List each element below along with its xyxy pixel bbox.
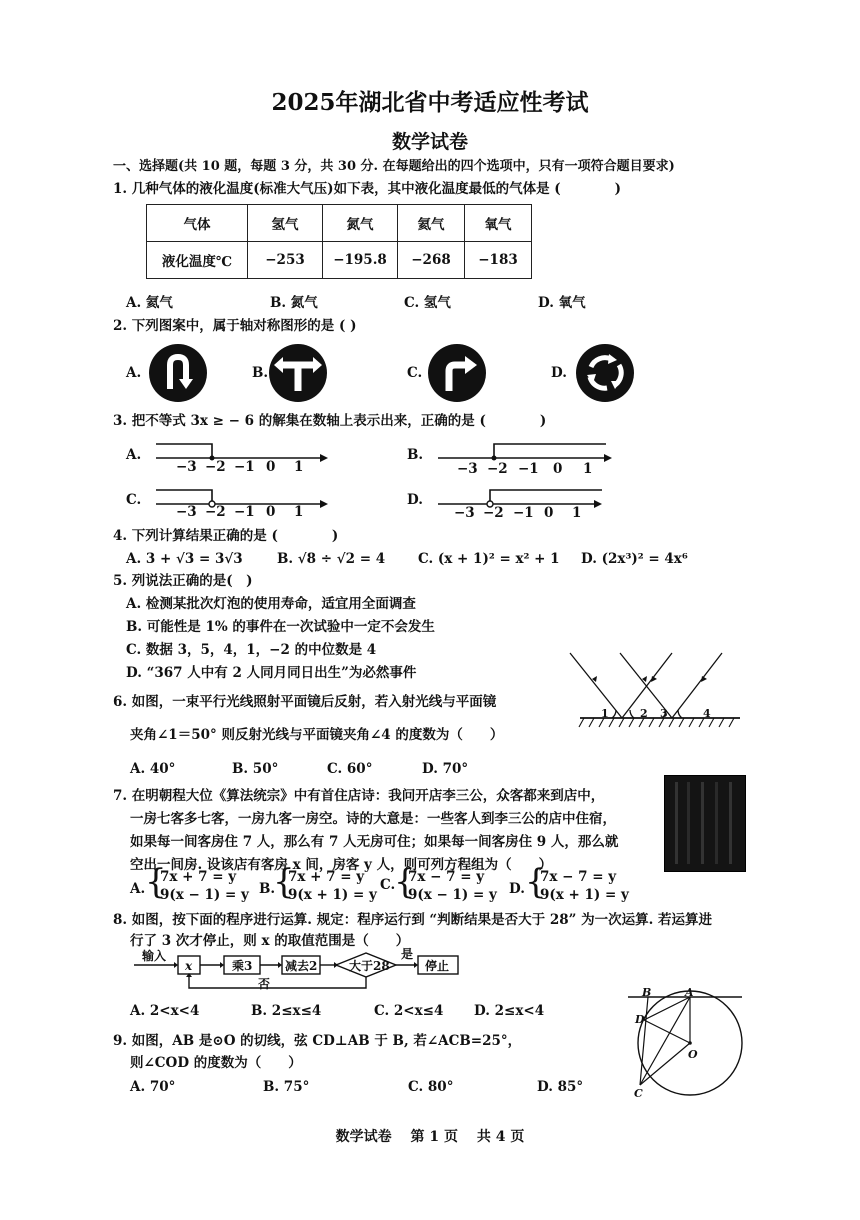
q5-stem: 5. 列说法正确的是( ) <box>113 573 253 589</box>
q2-label-a: A. <box>126 365 142 381</box>
table-cell: −268 <box>398 242 465 279</box>
flow-yes-label: 是 <box>401 947 414 961</box>
u-turn-sign-icon <box>148 343 208 403</box>
q9-option-c: C. 80° <box>408 1079 454 1095</box>
q9-option-a: A. 70° <box>130 1079 176 1095</box>
q8-line2: 行了 3 次才停止，则 x 的取值范围是（ ） <box>130 933 410 949</box>
tick-label: 1 <box>583 461 593 477</box>
tick-label: −3 <box>176 459 197 475</box>
q7-option-c-label: C. <box>380 877 396 893</box>
flow-input-label: 输入 <box>142 949 167 963</box>
q7-option-b-eq2: 9(x + 1) = y <box>288 887 377 903</box>
table-header-cell: 氢气 <box>248 205 323 242</box>
q3-label-a: A. <box>126 447 142 463</box>
q7-option-c-eq2: 9(x − 1) = y <box>408 887 497 903</box>
flow-x-box: x <box>185 959 193 973</box>
tick-label: −2 <box>205 459 226 475</box>
table-header-cell: 氧气 <box>465 205 532 242</box>
brace-icon: { <box>145 862 167 902</box>
table-header-cell: 氦气 <box>398 205 465 242</box>
q4-option-c: C. (x + 1)² = x² + 1 <box>418 551 560 567</box>
q5-option-a: A. 检测某批次灯泡的使用寿命，适宜用全面调查 <box>126 596 416 612</box>
q2-label-b: B. <box>252 365 269 381</box>
tick-label: −3 <box>457 461 478 477</box>
q1-option-d: D. 氧气 <box>538 295 586 311</box>
q1-option-b: B. 氮气 <box>270 295 318 311</box>
tick-label: 0 <box>544 505 554 521</box>
flow-no-label: 否 <box>258 977 271 991</box>
q3-label-d: D. <box>407 492 423 508</box>
q6-option-c: C. 60° <box>327 761 373 777</box>
flow-step-multiply: 乘3 <box>232 959 253 973</box>
q4-option-b: B. √8 ÷ √2 = 4 <box>277 551 386 567</box>
flow-judge: 大于28 <box>349 959 390 973</box>
q3-label-c: C. <box>126 492 142 508</box>
tick-label: −2 <box>483 505 504 521</box>
tick-label: −1 <box>234 459 255 475</box>
tick-label: 1 <box>572 505 582 521</box>
tick-label: −3 <box>454 505 475 521</box>
tick-label: −1 <box>518 461 539 477</box>
q4-option-a: A. 3 + √3 = 3√3 <box>126 551 243 567</box>
page-footer: 数学试卷 第 1 页 共 4 页 <box>335 1129 525 1145</box>
point-label-d: D <box>635 1013 645 1026</box>
brace-icon: { <box>394 862 416 902</box>
q8-option-a: A. 2<x<4 <box>130 1003 200 1019</box>
q1-option-c: C. 氢气 <box>404 295 451 311</box>
q9-option-b: B. 75° <box>263 1079 310 1095</box>
q2-label-c: C. <box>407 365 423 381</box>
angle-label: 2 <box>640 707 648 720</box>
q1-table <box>146 204 532 279</box>
q7-line4: 空出一间房. 设该店有客房 x 间，房客 y 人，则可列方程组为（ ） <box>130 857 553 873</box>
t-junction-sign-icon <box>268 343 328 403</box>
table-header-cell: 气体 <box>147 205 248 242</box>
tick-label: 1 <box>294 459 304 475</box>
q7-option-a-label: A. <box>130 881 146 897</box>
right-turn-sign-icon <box>427 343 487 403</box>
q7-option-c-eq1: 7x − 7 = y <box>408 869 485 885</box>
brace-icon: { <box>273 862 295 902</box>
table-row <box>147 242 532 279</box>
q6-option-a: A. 40° <box>130 761 176 777</box>
tick-label: −1 <box>513 505 534 521</box>
angle-label: 4 <box>703 707 711 720</box>
q4-option-d: D. (2x³)² = 4x⁶ <box>581 551 688 567</box>
q7-option-a-eq1: 7x + 7 = y <box>160 869 237 885</box>
q8-option-d: D. 2≤x<4 <box>474 1003 545 1019</box>
q5-option-d: D. “367 人中有 2 人同月同日出生”为必然事件 <box>126 665 417 681</box>
flow-stop-box: 停止 <box>425 959 450 973</box>
q9-line1: 9. 如图，AB 是⊙O 的切线，弦 CD⊥AB 于 B, 若∠ACB=25°， <box>113 1033 522 1049</box>
exam-title: 2025年湖北省中考适应性考试 <box>271 89 589 116</box>
q7-option-b-eq1: 7x + 7 = y <box>288 869 365 885</box>
q2-label-d: D. <box>551 365 567 381</box>
q9-option-d: D. 85° <box>537 1079 584 1095</box>
roundabout-sign-icon <box>575 343 635 403</box>
tick-label: 0 <box>266 504 276 520</box>
q8-option-b: B. 2≤x≤4 <box>251 1003 322 1019</box>
tick-label: −2 <box>205 504 226 520</box>
q6-stem-line1: 6. 如图，一束平行光线照射平面镜后反射，若入射光线与平面镜 <box>113 694 497 710</box>
q8-line1: 8. 如图，按下面的程序进行运算. 规定：程序运行到 “判断结果是否大于 28” 为一次运算. 若运算进 <box>113 912 713 928</box>
q7-line3: 如果每一间客房住 7 人，那么有 7 人无房可住；如果每一间客房住 9 人，那么就 <box>130 834 619 850</box>
q8-option-c: C. 2<x≤4 <box>374 1003 444 1019</box>
tick-label: −2 <box>487 461 508 477</box>
q2-stem: 2. 下列图案中，属于轴对称图形的是 ( ) <box>113 318 357 334</box>
tick-label: 1 <box>294 504 304 520</box>
point-label-b: B <box>642 986 652 999</box>
point-label-a: A <box>685 986 694 999</box>
q7-option-a-eq2: 9(x − 1) = y <box>160 887 249 903</box>
q5-option-b: B. 可能性是 1% 的事件在一次试验中一定不会发生 <box>126 619 435 635</box>
q5-option-c: C. 数据 3，5，4，1，−2 的中位数是 4 <box>126 642 377 658</box>
q4-stem: 4. 下列计算结果正确的是 ( ) <box>113 528 339 544</box>
q7-option-d-eq2: 9(x + 1) = y <box>540 887 629 903</box>
table-cell: −253 <box>248 242 323 279</box>
q7-line1: 7. 在明朝程大位《算法统宗》中有首住店诗：我问开店李三公，众客都来到店中， <box>113 788 605 804</box>
book-illustration <box>664 775 746 872</box>
table-cell: −195.8 <box>323 242 398 279</box>
point-label-c: C <box>634 1087 643 1100</box>
table-row <box>147 205 532 242</box>
q7-option-b-label: B. <box>259 881 276 897</box>
mirror-reflection-figure <box>570 648 745 733</box>
table-header-cell: 氮气 <box>323 205 398 242</box>
table-cell: −183 <box>465 242 532 279</box>
table-cell: 液化温度℃ <box>147 242 248 279</box>
brace-icon: { <box>525 862 547 902</box>
point-label-o: O <box>688 1048 698 1061</box>
q1-option-a: A. 氦气 <box>126 295 173 311</box>
tick-label: −1 <box>234 504 255 520</box>
q7-option-d-eq1: 7x − 7 = y <box>540 869 617 885</box>
q6-option-d: D. 70° <box>422 761 469 777</box>
tick-label: 0 <box>266 459 276 475</box>
angle-label: 1 <box>601 707 609 720</box>
q6-option-b: B. 50° <box>232 761 279 777</box>
q6-stem-line2: 夹角∠1＝50° 则反射光线与平面镜夹角∠4 的度数为（ ） <box>130 727 504 743</box>
q3-stem: 3. 把不等式 3x ≥ − 6 的解集在数轴上表示出来，正确的是 ( ) <box>113 413 547 429</box>
q7-line2: 一房七客多七客，一房九客一房空。诗的大意是：一些客人到李三公的店中住宿， <box>130 811 616 827</box>
q1-stem: 1. 几种气体的液化温度(标准大气压)如下表，其中液化温度最低的气体是 ( ) <box>113 181 622 197</box>
section-heading: 一、选择题(共 10 题，每题 3 分，共 30 分. 在每题给出的四个选项中，只有一项符合题目要求) <box>113 159 675 174</box>
q7-option-d-label: D. <box>509 881 525 897</box>
tick-label: 0 <box>553 461 563 477</box>
q3-label-b: B. <box>407 447 424 463</box>
tick-label: −3 <box>176 504 197 520</box>
flow-step-subtract: 减去2 <box>285 959 318 973</box>
q9-line2: 则∠COD 的度数为（ ） <box>130 1055 302 1071</box>
exam-subject: 数学试卷 <box>391 131 468 153</box>
angle-label: 3 <box>660 707 668 720</box>
